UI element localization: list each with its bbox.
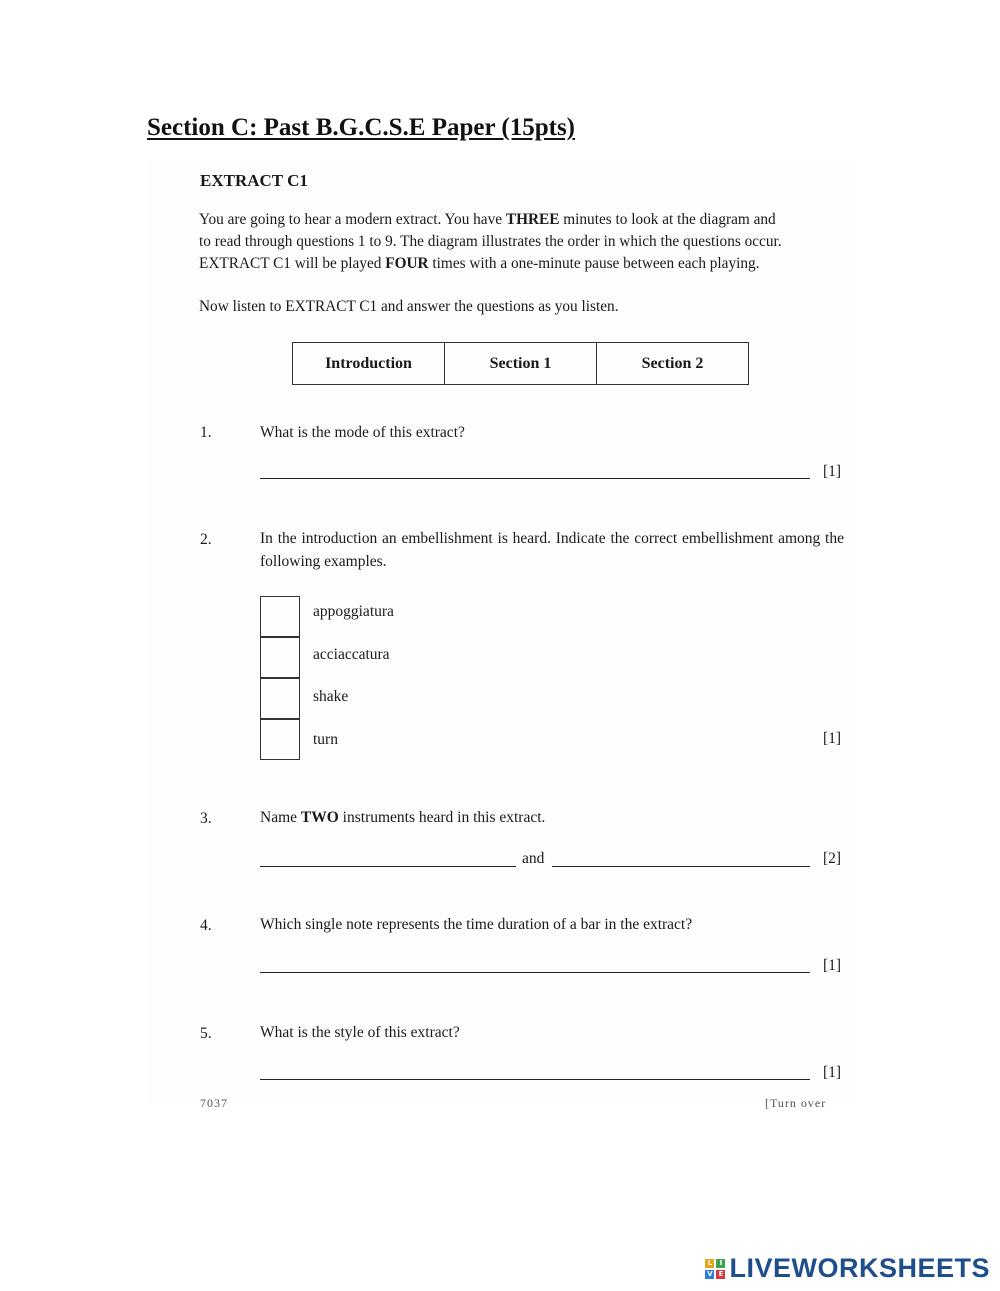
checkbox-appoggiatura[interactable] <box>260 596 300 637</box>
question-1-mark: [1] <box>823 463 842 480</box>
intro-line-3 <box>199 253 859 275</box>
intro-line-2: to read through questions 1 to 9. The diagram illustrates the order in which the questions occur. <box>199 233 782 250</box>
checkbox-acciaccatura[interactable] <box>260 637 300 678</box>
liveworksheets-brand <box>705 1253 990 1284</box>
option-label-appoggiatura: appoggiatura <box>313 603 394 620</box>
question-5-text: What is the style of this extract? <box>260 1024 460 1041</box>
structure-diagram <box>292 342 749 385</box>
question-5-mark: [1] <box>823 1064 842 1081</box>
diagram-cell-section-2: Section 2 <box>596 343 748 384</box>
question-5-number: 5. <box>200 1025 212 1042</box>
logo-tile: L <box>705 1259 714 1268</box>
intro-paragraph <box>199 209 859 275</box>
question-3-emphasis: TWO <box>300 809 339 826</box>
intro-emphasis: THREE <box>505 211 560 228</box>
intro-text: EXTRACT C1 will be played <box>199 255 386 272</box>
option-label-acciaccatura: acciaccatura <box>313 646 390 663</box>
question-2-mark: [1] <box>823 730 842 747</box>
question-2-text: In the introduction an embellishment is heard. Indicate the correct embellishment among the following examples. <box>260 530 844 570</box>
question-3-number: 3. <box>200 810 212 827</box>
extract-title: EXTRACT C1 <box>200 171 308 190</box>
liveworksheets-wordmark: LIVEWORKSHEETS <box>729 1253 990 1283</box>
question-3-answer-line-2[interactable] <box>552 866 810 867</box>
checkbox-turn[interactable] <box>260 719 300 760</box>
diagram-cell-section-1: Section 1 <box>444 343 596 384</box>
question-2-number: 2. <box>200 531 212 548</box>
question-4-answer-line[interactable] <box>260 972 810 973</box>
intro-line-1 <box>199 209 859 231</box>
diagram-cell-introduction: Introduction <box>325 354 412 372</box>
question-3-and-word: and <box>522 850 545 867</box>
question-3-mark: [2] <box>823 850 842 867</box>
question-4-number: 4. <box>200 917 212 934</box>
intro-text: minutes to look at the diagram and <box>559 211 776 228</box>
intro-text: times with a one-minute pause between each playing. <box>428 255 760 272</box>
checkbox-shake[interactable] <box>260 678 300 719</box>
instruction-text: Now listen to EXTRACT C1 and answer the questions as you listen. <box>199 298 619 315</box>
page-title: Section C: Past B.G.C.S.E Paper (15pts) <box>147 114 576 141</box>
logo-tile: V <box>707 1270 713 1278</box>
question-1-number: 1. <box>200 424 212 441</box>
question-1-answer-line[interactable] <box>260 478 810 479</box>
footer-turn-over <box>765 1096 826 1102</box>
intro-text: You are going to hear a modern extract. You have <box>199 211 506 228</box>
footer-page-code <box>200 1096 228 1102</box>
question-4-mark: [1] <box>823 957 842 974</box>
logo-tile: I <box>716 1259 725 1268</box>
question-3-text-part: Name <box>260 809 301 826</box>
option-label-shake: shake <box>313 688 349 705</box>
question-4-text: Which single note represents the time duration of a bar in the extract? <box>260 916 693 933</box>
question-3-answer-line-1[interactable] <box>260 866 516 867</box>
question-3-text-part: instruments heard in this extract. <box>338 809 546 826</box>
intro-emphasis: FOUR <box>385 255 429 272</box>
question-1-text: What is the mode of this extract? <box>260 424 465 441</box>
logo-tile: E <box>716 1270 725 1279</box>
option-label-turn: turn <box>313 731 338 748</box>
question-3-text <box>260 806 844 829</box>
question-5-answer-line[interactable] <box>260 1079 810 1080</box>
liveworksheets-logo-icon <box>705 1259 725 1279</box>
